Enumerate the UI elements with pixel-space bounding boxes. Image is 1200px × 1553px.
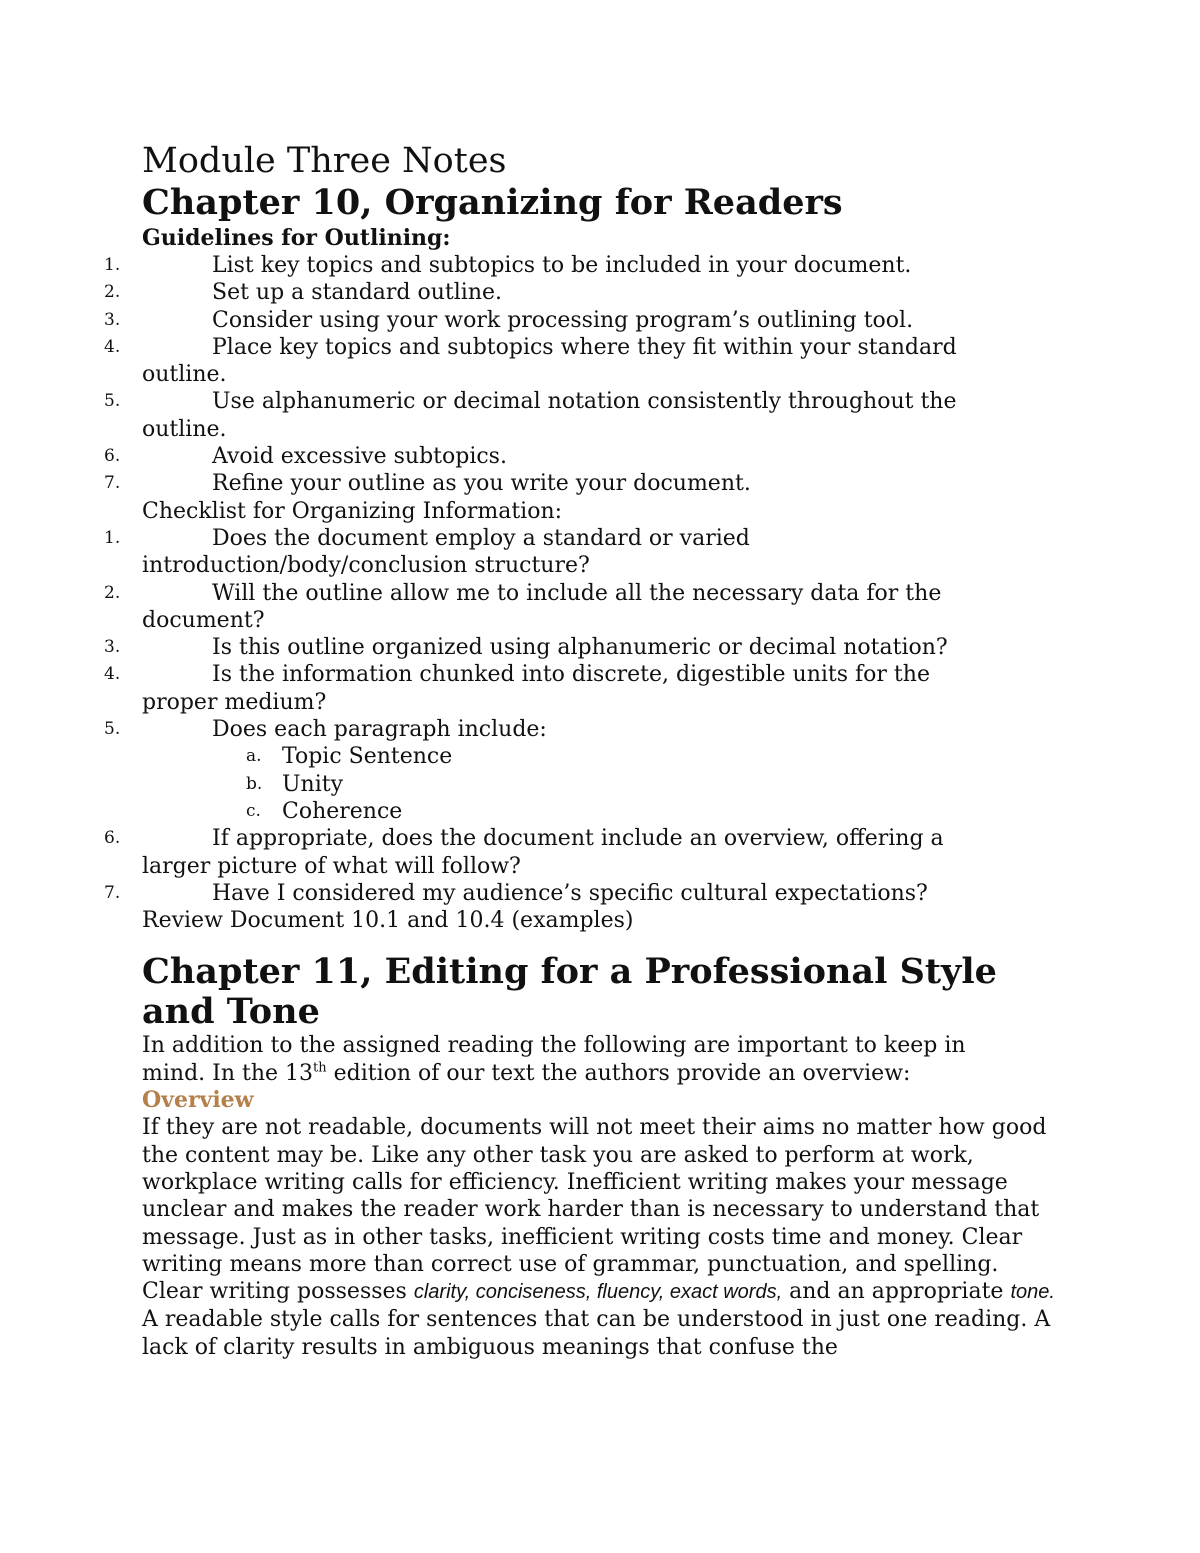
list-number: 5. xyxy=(104,719,121,740)
list-text: Place key topics and subtopics where they fit within your standard xyxy=(212,334,957,360)
chapter-10-heading: Chapter 10, Organizing for Readers xyxy=(142,182,843,223)
list-text: Does each paragraph include: xyxy=(212,717,547,743)
outlining-list-item xyxy=(104,443,1062,470)
checklist-heading: Checklist for Organizing Information: xyxy=(142,498,563,524)
checklist-list-item xyxy=(104,880,1062,907)
intro-line2-a: mind. In the 13 xyxy=(142,1060,314,1086)
intro-line1: In addition to the assigned reading the following are important to keep in xyxy=(142,1033,966,1059)
list-text-continued: larger picture of what will follow? xyxy=(142,853,521,879)
outlining-list-item xyxy=(104,334,1062,389)
list-text: If appropriate, does the document include an overview, offering a xyxy=(212,826,944,852)
paragraph-subitem xyxy=(142,798,1062,825)
list-number: 5. xyxy=(104,391,121,412)
chapter-11-heading xyxy=(142,952,1062,1032)
list-text-continued: introduction/body/conclusion structure? xyxy=(142,553,590,579)
list-text: Consider using your work processing program’s outlining tool. xyxy=(212,307,914,333)
list-text: Is the information chunked into discrete, digestible units for the xyxy=(212,662,930,688)
outlining-list-item xyxy=(104,279,1062,306)
review-line: Review Document 10.1 and 10.4 (examples) xyxy=(142,908,634,934)
checklist-list xyxy=(104,525,1062,743)
outlining-list-item xyxy=(104,307,1062,334)
checklist-list-continued xyxy=(104,825,1062,907)
list-number: 3. xyxy=(104,309,121,330)
overview-paragraph xyxy=(142,1114,1062,1306)
list-number: b. xyxy=(246,773,263,794)
list-number: 1. xyxy=(104,255,121,275)
list-number: c. xyxy=(246,800,261,821)
overview-and: and an appropriate xyxy=(782,1279,1011,1305)
list-number: 7. xyxy=(104,882,121,903)
outlining-list xyxy=(104,252,1062,498)
list-text: Is this outline organized using alphanumeric or decimal notation? xyxy=(212,635,948,661)
outlining-heading: Guidelines for Outlining: xyxy=(142,225,451,251)
intro-line2-b: edition of our text the authors provide an overview: xyxy=(326,1060,911,1086)
list-text-continued: outline. xyxy=(142,362,227,388)
list-number: 2. xyxy=(104,282,121,303)
document-body xyxy=(104,140,1062,1361)
list-number: 6. xyxy=(104,828,121,849)
list-text-continued: proper medium? xyxy=(142,689,327,715)
chapter-11-heading-line1: Chapter 11, Editing for a Professional Style xyxy=(142,951,997,993)
italic-terms: clarity, conciseness, fluency, exact words, xyxy=(413,1281,783,1304)
paragraph-subitem xyxy=(142,771,1062,798)
outlining-list-item xyxy=(104,470,1062,497)
outlining-list-item xyxy=(104,252,1062,279)
list-text-continued: outline. xyxy=(142,416,227,442)
checklist-list-item xyxy=(104,661,1062,716)
spacer xyxy=(142,934,1062,952)
list-number: 7. xyxy=(104,473,121,494)
checklist-list-item xyxy=(104,825,1062,880)
list-number: a. xyxy=(246,746,262,767)
list-number: 1. xyxy=(104,527,121,548)
list-text: List key topics and subtopics to be included in your document. xyxy=(212,253,912,278)
document-title: Module Three Notes xyxy=(142,141,507,181)
list-text-continued: document? xyxy=(142,607,265,633)
outlining-list-item xyxy=(104,388,1062,443)
list-text: Coherence xyxy=(282,798,403,824)
list-text: Refine your outline as you write your document. xyxy=(212,471,751,497)
list-text: Use alphanumeric or decimal notation consistently throughout the xyxy=(212,389,957,415)
checklist-list-item xyxy=(104,525,1062,580)
list-number: 6. xyxy=(104,446,121,467)
paragraph-subitem xyxy=(142,743,1062,770)
chapter-11-heading-line2: and Tone xyxy=(142,991,320,1033)
checklist-list-item xyxy=(104,634,1062,661)
overview-text: If they are not readable, documents will not meet their aims no matter how good the content may be. Like any other task you are asked to perform at work, workplace writing calls for efficiency. Inefficient writing makes your message unclear and makes the reader work harder than is necessary to understand that message. Just as in other tasks, inefficient writing costs time and money. Clear writing means more than correct use of grammar, punctuation, and spelling. Clear writing possesses xyxy=(142,1115,1047,1305)
list-text: Does the document employ a standard or varied xyxy=(212,525,750,551)
list-text: Unity xyxy=(282,771,344,797)
readable-paragraph: A readable style calls for sentences that can be understood in just one reading. A lack of clarity results in ambiguous meanings that confuse the xyxy=(142,1307,1051,1360)
ordinal-suffix: th xyxy=(313,1060,327,1076)
overview-label: Overview xyxy=(142,1087,254,1114)
list-text: Set up a standard outline. xyxy=(212,280,502,306)
paragraph-sublist xyxy=(142,743,1062,825)
checklist-list-item xyxy=(104,716,1062,743)
list-text: Avoid excessive subtopics. xyxy=(212,444,507,470)
list-number: 4. xyxy=(104,336,121,357)
list-text: Topic Sentence xyxy=(282,744,453,770)
checklist-list-item xyxy=(104,580,1062,635)
list-number: 2. xyxy=(104,582,121,603)
italic-tone: tone. xyxy=(1010,1281,1055,1304)
list-text: Have I considered my audience’s specific cultural expectations? xyxy=(212,880,928,906)
list-number: 3. xyxy=(104,637,121,658)
list-text: Will the outline allow me to include all the necessary data for the xyxy=(212,580,942,606)
intro-paragraph xyxy=(142,1032,1062,1087)
list-number: 4. xyxy=(104,664,121,685)
